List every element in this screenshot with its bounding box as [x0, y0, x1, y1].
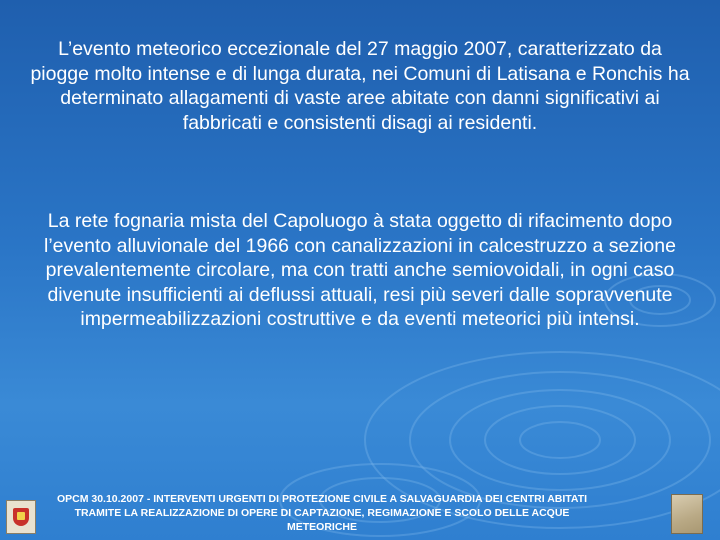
footer-ordinance-text: OPCM 30.10.2007 - INTERVENTI URGENTI DI PROTEZIONE CIVILE A SALVAGUARDIA DEI CENTRI ABITATI TRAMITE LA REALIZZAZIONE DI OPERE DI CAPTAZIONE, REGIMAZIONE E SCOLO DELLE ACQUE METEORICHE	[56, 493, 588, 533]
paragraph-flood-event: L’evento meteorico eccezionale del 27 maggio 2007, caratterizzato da piogge molto intense e di lunga durata, nei Comuni di Latisana e Ronchis ha determinato allagamenti di vaste aree abitate con danni significativi ai fabbricati e consistenti disagi ai residenti.	[30, 38, 690, 134]
coat-of-arms-icon	[6, 500, 36, 534]
map-thumbnail-icon	[671, 494, 703, 534]
paragraph-sewer-network: La rete fognaria mista del Capoluogo à stata oggetto di rifacimento dopo l’evento alluvionale del 1966 con canalizzazioni in calcestruzzo a sezione prevalentemente circolare, ma con tratti anche semiovoidali, in ogni caso divenute insufficienti ai deflussi attuali, resi più severi dalle sopravvenute impermeabilizzazioni costruttive e da eventi meteorici più intensi.	[44, 210, 676, 330]
